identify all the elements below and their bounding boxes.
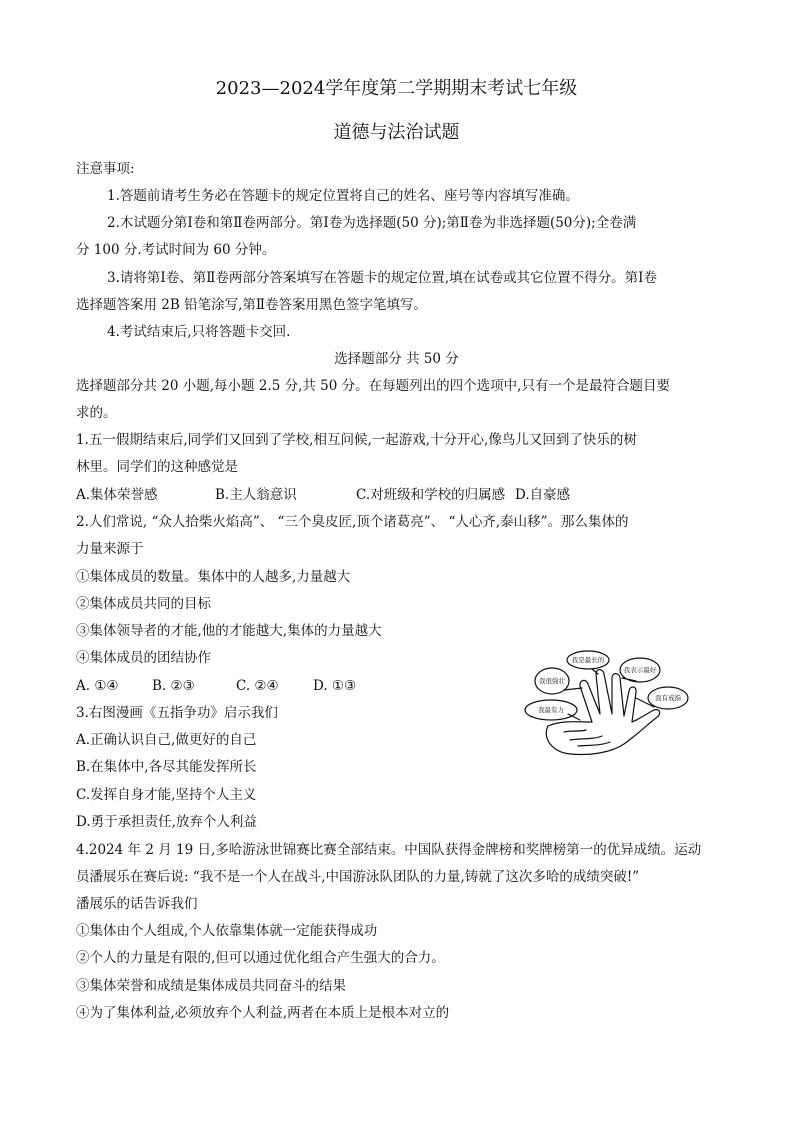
notice-item-2-line2: 分 100 分.考试时间为 60 分钟。 xyxy=(76,242,276,258)
q1-option-d: D.自豪感 xyxy=(515,487,571,503)
five-fingers-cartoon xyxy=(508,648,704,758)
notice-item-1: 1.答题前请考生务必在答题卡的规定位置将自己的姓名、座号等内容填写准确。 xyxy=(107,188,579,204)
exam-title: 2023—2024学年度第二学期期末考试七年级 xyxy=(215,78,578,99)
q2-statement-1: ①集体成员的数量。集体中的人越多,力量越大 xyxy=(76,569,351,585)
q4-stem-line2: 员潘展乐在赛后说: “我不是一个人在战斗,中国游泳队团队的力量,铸就了这次多哈的成绩突破!” xyxy=(76,869,640,885)
q2-statement-2: ②集体成员共同的目标 xyxy=(76,596,211,612)
bubble-text-1: 我最有力 xyxy=(538,706,564,714)
q1-option-a: A.集体荣誉感 xyxy=(76,487,158,503)
q3-option-c: C.发挥自身才能,坚持个人主义 xyxy=(76,787,257,803)
bubble-text-4: 我表示最好 xyxy=(623,666,657,674)
q2-option-b: B. ②③ xyxy=(152,678,195,694)
bubble-text-5: 我有戒指 xyxy=(655,694,681,702)
q2-stem-line2: 力量来源于 xyxy=(76,541,144,557)
q3-option-d: D.勇于承担责任,放弃个人利益 xyxy=(76,814,257,830)
q1-stem-line2: 林里。同学们的这种感觉是 xyxy=(76,459,238,475)
q4-statement-4: ④为了集体利益,必须放弃个人利益,两者在本质上是根本对立的 xyxy=(76,1005,450,1021)
q4-stem-line3: 潘展乐的话告诉我们 xyxy=(76,896,198,912)
notice-item-2-line1: 2.木试题分第Ⅰ卷和第Ⅱ卷两部分。第Ⅰ卷为选择题(50 分);第Ⅱ卷为非选择题(50分);全卷满 xyxy=(107,215,637,231)
q2-statement-3: ③集体领导者的才能,他的才能越大,集体的力量越大 xyxy=(76,623,382,639)
q3-option-a: A.正确认识自己,做更好的自己 xyxy=(76,732,257,748)
q2-option-d: D. ①③ xyxy=(313,678,357,694)
q2-statement-4: ④集体成员的团结协作 xyxy=(76,650,211,666)
q2-option-c: C. ②④ xyxy=(236,678,279,694)
q4-statement-3: ③集体荣誉和成绩是集体成员共同奋斗的结果 xyxy=(76,978,346,994)
section-heading: 选择题部分 共 50 分 xyxy=(334,351,459,367)
section-intro-line1: 选择题部分共 20 小题,每小题 2.5 分,共 50 分。在每题列出的四个选项中,只有一个是最符合题目要 xyxy=(76,378,670,394)
q2-stem-line1: 2.人们常说, “众人拾柴火焰高”、 “三个臭皮匠,顶个诸葛亮”、 “人心齐,泰山移”。那么集体的 xyxy=(76,514,629,530)
notice-item-3-line1: 3.请将第Ⅰ卷、第Ⅱ卷两部分答案填写在答题卡的规定位置,填在试卷或其它位置不得分。第Ⅰ卷 xyxy=(107,270,658,286)
exam-subtitle: 道德与法治试题 xyxy=(333,122,460,143)
q1-option-c: C.对班级和学校的归属感 xyxy=(356,487,506,503)
q4-stem-line1: 4.2024 年 2 月 19 日,多哈游泳世锦赛比赛全部结束。中国队获得金牌榜和奖牌榜第一的优异成绩。运动 xyxy=(76,842,702,858)
notice-item-4: 4.考试结束后,只将答题卡交回. xyxy=(107,324,291,340)
notice-item-3-line2: 选择题答案用 2B 铅笔涂写,第Ⅱ卷答案用黑色签字笔填写。 xyxy=(76,297,428,313)
q3-option-b: B.在集体中,各尽其能发挥所长 xyxy=(76,759,257,775)
bubble-text-2: 我很强壮 xyxy=(539,677,565,685)
q3-stem: 3.右图漫画《五指争功》启示我们 xyxy=(76,705,278,721)
q2-option-a: A. ①④ xyxy=(76,678,119,694)
q1-option-b: B.主人翁意识 xyxy=(215,487,297,503)
q4-statement-2: ②个人的力量是有限的,但可以通过优化组合产生强大的合力。 xyxy=(76,950,445,966)
notice-heading: 注意事项: xyxy=(76,161,135,177)
section-intro-line2: 求的。 xyxy=(76,405,117,421)
q1-stem-line1: 1.五一假期结束后,同学们又回到了学校,相互问候,一起游戏,十分开心,像鸟儿又回到了快乐的树 xyxy=(76,432,637,448)
bubble-text-3: 我是最长的 xyxy=(571,656,605,664)
q4-statement-1: ①集体由个人组成,个人依靠集体就一定能获得成功 xyxy=(76,923,378,939)
